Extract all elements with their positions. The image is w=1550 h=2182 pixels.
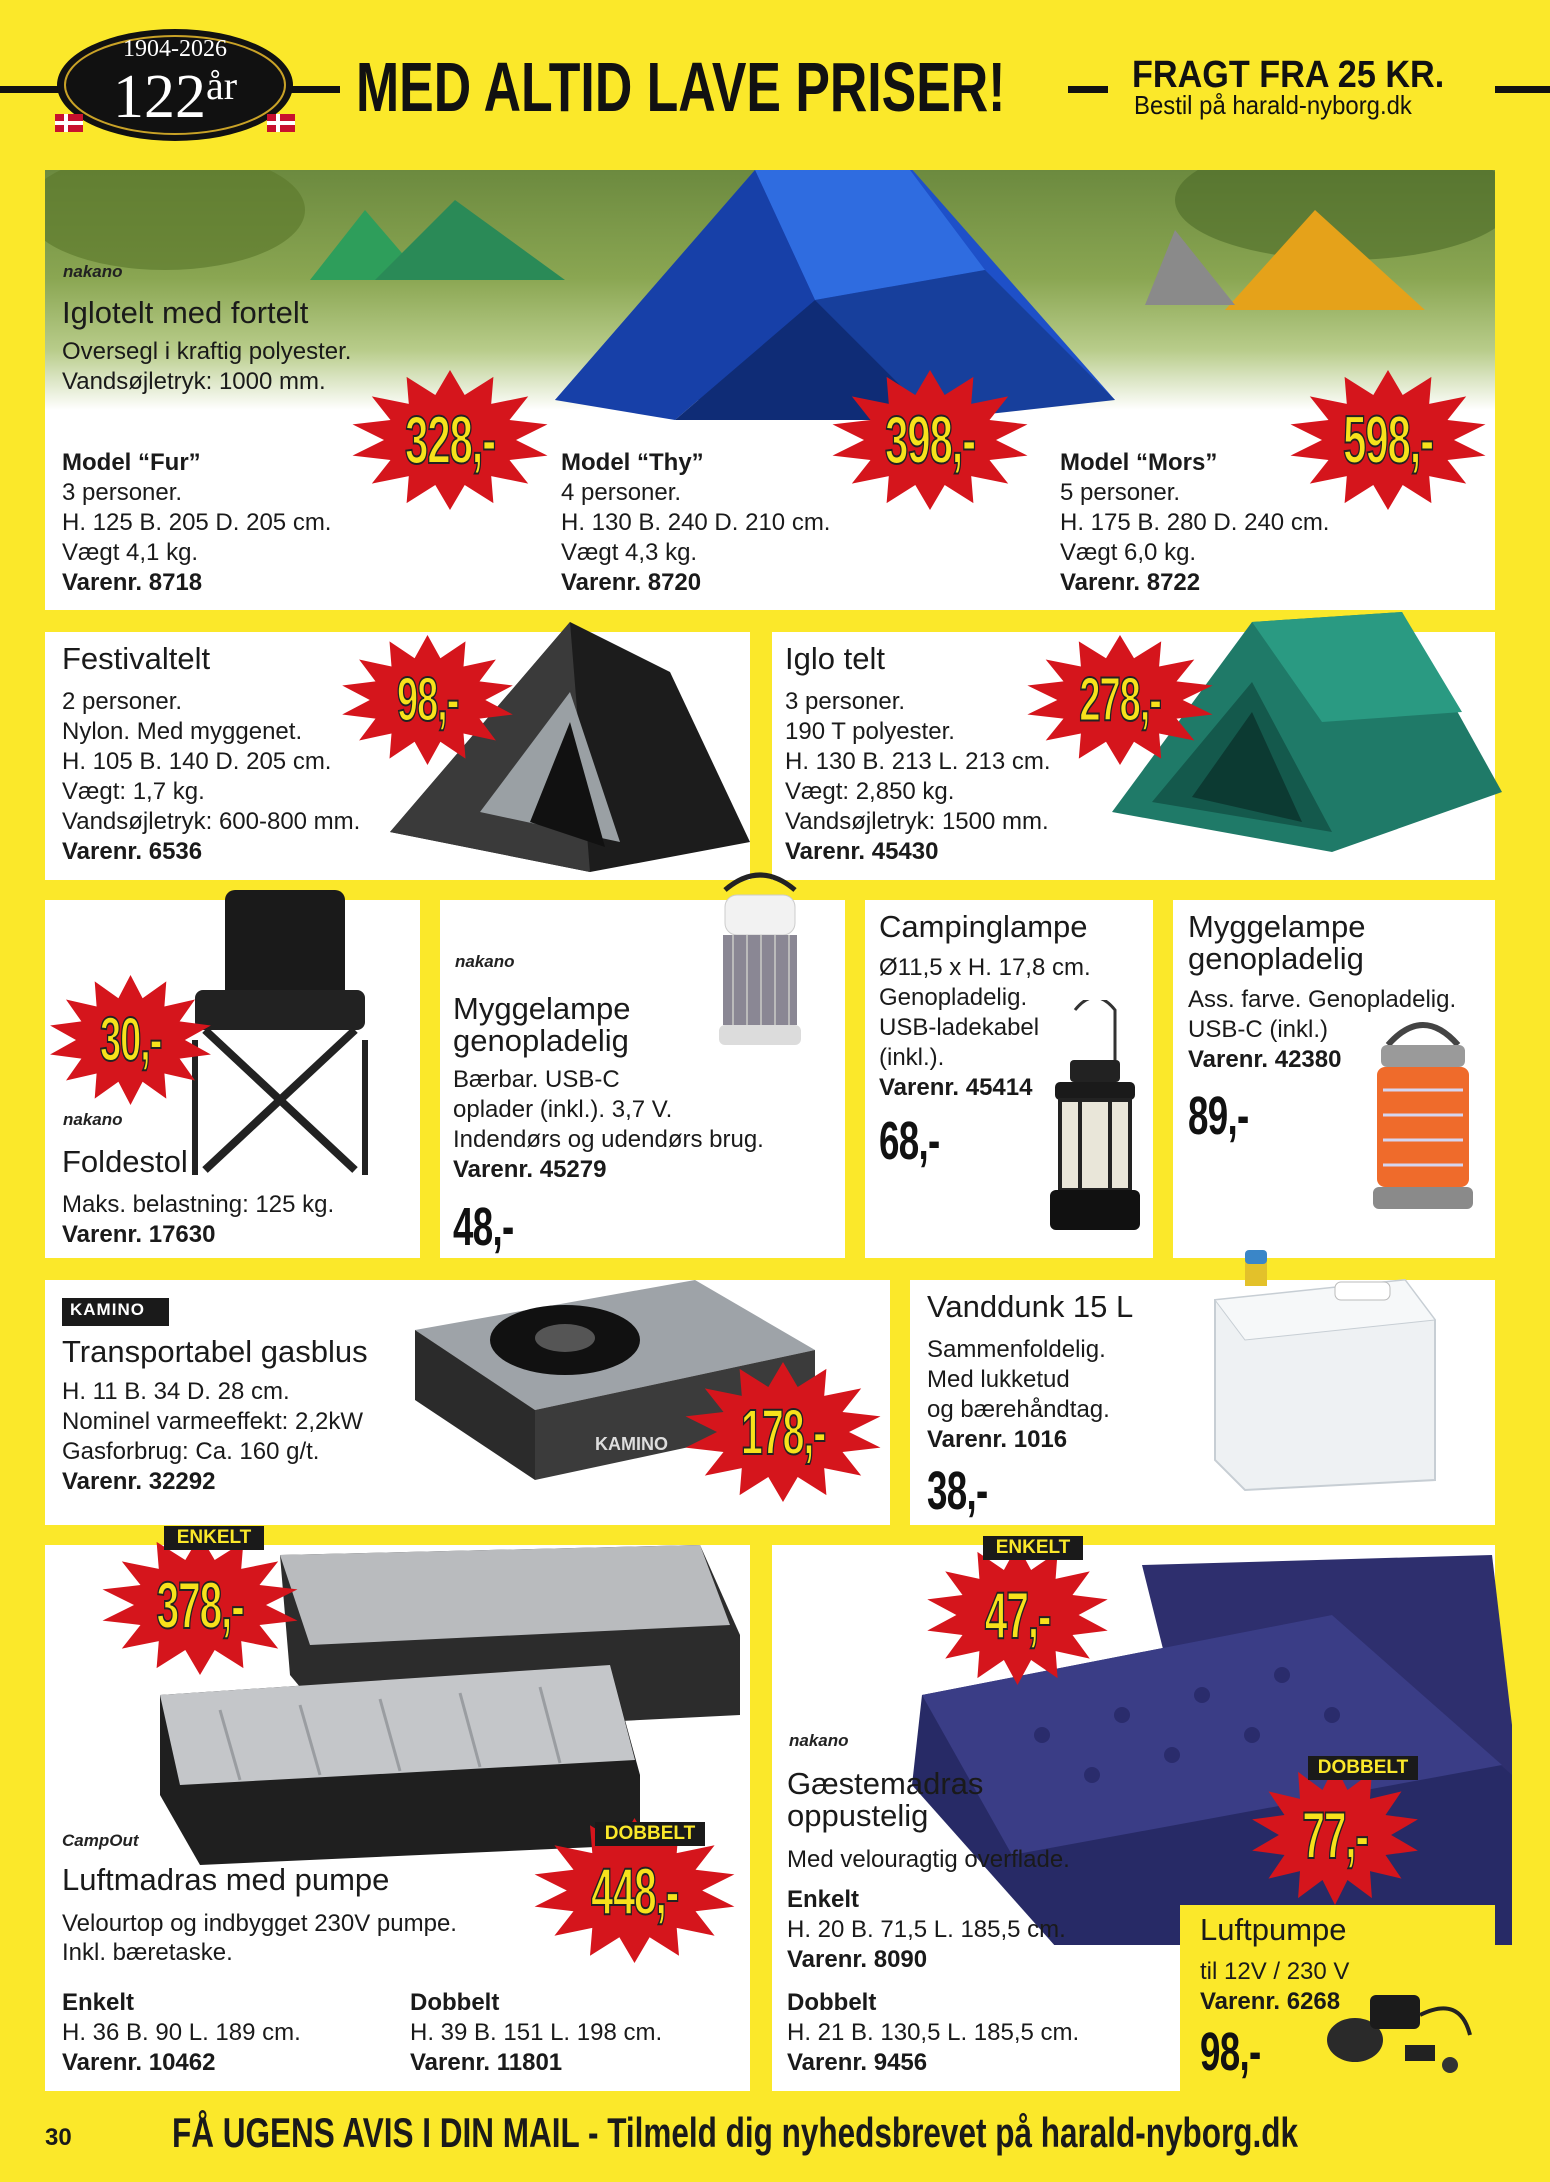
camping-lamp-panel (865, 900, 1153, 1258)
spec-line: H. 105 B. 140 D. 205 cm. (62, 748, 332, 775)
variant-label: Enkelt (62, 1989, 135, 2016)
spec-line: 190 T polyester. (785, 718, 955, 745)
model-persons: 4 personer. (561, 479, 682, 506)
water-title: Vanddunk 15 L (927, 1289, 1134, 1324)
lamp-price: 68,- (879, 1111, 940, 1171)
model-weight: Vægt 6,0 kg. (1060, 539, 1197, 566)
price-stove: 178,- (740, 1396, 826, 1468)
header-rule-mid (1068, 86, 1108, 93)
spec-line: Vandsøjletryk: 600-800 mm. (62, 808, 361, 835)
iglo-specs (785, 687, 1051, 867)
variant-dims: H. 36 B. 90 L. 189 cm. (62, 2019, 301, 2046)
model-name: Model “Mors” (1060, 449, 1218, 476)
spec-line: Vandsøjletryk: 1500 mm. (785, 808, 1049, 835)
tents-title: Iglotelt med fortelt (62, 295, 309, 330)
stove-product-logo: KAMINO (595, 1434, 668, 1454)
guestbed-title-2: oppustelig (787, 1798, 929, 1833)
price-airbed-single: 378,- (156, 1568, 244, 1642)
variant-sku: Varenr. 8090 (787, 1946, 928, 1973)
chair-sku: Varenr. 17630 (62, 1221, 216, 1248)
model-persons: 5 personer. (1060, 479, 1181, 506)
price-mors: 598,- (1343, 402, 1433, 478)
spec-line: H. 11 B. 34 D. 28 cm. (62, 1378, 290, 1405)
badge-number: 122 (112, 63, 206, 131)
spec-line: (inkl.). (879, 1044, 945, 1071)
price-burst-mors (1288, 370, 1488, 510)
price-guestbed-single: 47,- (984, 1578, 1051, 1652)
variant-label: Dobbelt (787, 1989, 877, 2016)
model-sku: Varenr. 8722 (1060, 569, 1201, 596)
lamp-title: Campinglampe (879, 909, 1088, 944)
mosquito-lamp-1-panel (440, 900, 845, 1258)
model-weight: Vægt 4,1 kg. (62, 539, 199, 566)
mosquito2-sku: Varenr. 42380 (1188, 1046, 1342, 1073)
variant-dims: H. 21 B. 130,5 L. 185,5 cm. (787, 2019, 1080, 2046)
spec-line: oplader (inkl.). 3,7 V. (453, 1096, 673, 1123)
spec-line: 2 personer. (62, 688, 183, 715)
badge-years: 1904-2026 (123, 36, 227, 62)
water-specs (927, 1335, 1110, 1455)
spec-line: Vægt: 1,7 kg. (62, 778, 205, 805)
variant-sku: Varenr. 9456 (787, 2049, 928, 2076)
mosquito1-title-2: genopladelig (453, 1023, 629, 1058)
water-price: 38,- (927, 1461, 988, 1521)
airbed-desc-1: Velourtop og indbygget 230V pumpe. (62, 1910, 457, 1937)
price-thy: 398,- (885, 402, 975, 478)
price-burst-thy (830, 370, 1030, 510)
airbed-dobbelt-tag: DOBBELT (595, 1822, 705, 1846)
tent-model-thy (561, 448, 830, 598)
mosquito1-brand-logo: nakano (455, 952, 515, 971)
price-guestbed-double: 77,- (1302, 1798, 1368, 1872)
price-burst-iglo (1025, 635, 1215, 765)
spec-line: USB-C (inkl.) (1188, 1016, 1329, 1043)
airbed-double-specs (410, 1988, 662, 2078)
guestbed-single-specs (787, 1885, 1066, 1975)
spec-line: Nylon. Med myggenet. (62, 718, 303, 745)
chair-brand-logo: nakano (63, 1110, 123, 1129)
airbed-title: Luftmadras med pumpe (62, 1862, 390, 1897)
lamp-sku: Varenr. 45414 (879, 1074, 1033, 1101)
price-fur: 328,- (405, 402, 495, 478)
variant-label: Enkelt (787, 1886, 860, 1913)
mosquito-lamp-2-panel (1173, 900, 1495, 1258)
spec-line: 3 personer. (785, 688, 906, 715)
airbed-desc-2: Inkl. bæretaske. (62, 1939, 233, 1966)
model-dims: H. 125 B. 205 D. 205 cm. (62, 509, 332, 536)
mosquito2-title-2: genopladelig (1188, 941, 1364, 976)
spec-line: Gasforbrug: Ca. 160 g/t. (62, 1438, 320, 1465)
pump-title: Luftpumpe (1200, 1912, 1347, 1947)
spec-line: Vægt: 2,850 kg. (785, 778, 955, 805)
spec-line: Sammenfoldelig. (927, 1336, 1106, 1363)
badge-suffix: år (205, 63, 238, 108)
price-festival: 98,- (396, 665, 459, 735)
stove-title: Transportabel gasblus (62, 1334, 368, 1369)
pump-price: 98,- (1200, 2022, 1261, 2082)
price-burst-festival (340, 635, 515, 765)
festival-title: Festivaltelt (62, 641, 211, 676)
tents-desc-2: Vandsøjletryk: 1000 mm. (62, 368, 326, 395)
model-name: Model “Fur” (62, 449, 201, 476)
chair-spec: Maks. belastning: 125 kg. (62, 1191, 335, 1218)
header-slogan: MED ALTID LAVE PRISER! (356, 48, 1006, 126)
price-burst-chair (48, 975, 213, 1105)
iglo-sku: Varenr. 45430 (785, 838, 939, 865)
airbed-single-specs (62, 1988, 301, 2078)
guestbed-brand-logo: nakano (789, 1731, 849, 1750)
variant-sku: Varenr. 10462 (62, 2049, 216, 2076)
mosquito1-sku: Varenr. 45279 (453, 1156, 607, 1183)
mosquito1-title-1: Myggelampe (453, 991, 631, 1026)
price-burst-airbed-single (100, 1535, 300, 1675)
model-name: Model “Thy” (561, 449, 704, 476)
guestbed-dobbelt-tag: DOBBELT (1308, 1756, 1418, 1780)
price-burst-stove (683, 1362, 883, 1502)
spec-line: USB-ladekabel (879, 1014, 1040, 1041)
mosquito-lamp-image (695, 865, 825, 1065)
model-dims: H. 175 B. 280 D. 240 cm. (1060, 509, 1330, 536)
mosquito1-price: 48,- (453, 1197, 514, 1257)
spec-line: Bærbar. USB-C (453, 1066, 620, 1093)
page-number: 30 (45, 2124, 72, 2151)
footer-text-2: - Tilmeld dig nyhedsbrevet på harald-nyborg.dk (579, 2109, 1299, 2156)
variant-sku: Varenr. 11801 (410, 2049, 563, 2076)
spec-line: Med lukketud (927, 1366, 1070, 1393)
mosquito2-title-1: Myggelampe (1188, 909, 1366, 944)
variant-label: Dobbelt (410, 1989, 500, 2016)
air-pump-panel (1180, 1905, 1495, 2091)
guestbed-enkelt-tag: ENKELT (983, 1536, 1083, 1560)
footer-text-1: FÅ UGENS AVIS I DIN MAIL (172, 2109, 580, 2156)
mosquito2-specs (1188, 985, 1456, 1075)
lamp-specs (879, 953, 1091, 1103)
mosquito1-specs (453, 1065, 764, 1185)
price-chair: 30,- (99, 1005, 162, 1075)
model-weight: Vægt 4,3 kg. (561, 539, 698, 566)
price-iglo: 278,- (1079, 665, 1161, 735)
water-can-image (1185, 1240, 1465, 1500)
spec-line: Nominel varmeeffekt: 2,2kW (62, 1408, 363, 1435)
footer-newsletter[interactable] (172, 2109, 1299, 2156)
header-rule-right (1495, 86, 1550, 93)
price-burst-guestbed-double (1250, 1765, 1420, 1905)
spec-line: Indendørs og udendørs brug. (453, 1126, 764, 1153)
price-burst-fur (350, 370, 550, 510)
air-pump-image (1310, 1975, 1480, 2085)
header-shipping: FRAGT FRA 25 KR. (1132, 54, 1445, 96)
stove-brand-logo (62, 1298, 169, 1326)
guestbed-desc: Med velouragtig overflade. (787, 1846, 1070, 1873)
guestbed-double-specs (787, 1988, 1079, 2078)
model-dims: H. 130 B. 240 D. 210 cm. (561, 509, 831, 536)
tents-brand-logo: nakano (63, 262, 123, 281)
pump-sku: Varenr. 6268 (1200, 1988, 1341, 2015)
variant-dims: H. 39 B. 151 L. 198 cm. (410, 2019, 663, 2046)
anniversary-badge (55, 26, 295, 144)
variant-dims: H. 20 B. 71,5 L. 185,5 cm. (787, 1916, 1066, 1943)
header-order-link[interactable]: Bestil på harald-nyborg.dk (1134, 90, 1412, 120)
spec-line: H. 130 B. 213 L. 213 cm. (785, 748, 1051, 775)
festival-specs (62, 687, 360, 867)
spec-line: og bærehåndtag. (927, 1396, 1110, 1423)
price-airbed-double: 448,- (590, 1853, 679, 1928)
airbed-brand-logo: CampOut (62, 1831, 139, 1850)
spec-line: Ø11,5 x H. 17,8 cm. (879, 954, 1091, 981)
iglo-title: Iglo telt (785, 641, 885, 676)
spec-line: Genopladelig. (879, 984, 1028, 1011)
tents-desc-1: Oversegl i kraftig polyester. (62, 338, 352, 365)
tents-panel (45, 170, 1495, 610)
mosquito2-price: 89,- (1188, 1086, 1249, 1146)
stove-specs (62, 1377, 363, 1497)
water-sku: Varenr. 1016 (927, 1426, 1068, 1453)
chair-title: Foldestol (62, 1144, 188, 1179)
pump-spec: til 12V / 230 V (1200, 1958, 1350, 1985)
price-burst-guestbed-single (925, 1545, 1110, 1685)
festival-sku: Varenr. 6536 (62, 838, 203, 865)
stove-brand-text: KAMINO (70, 1300, 145, 1319)
model-sku: Varenr. 8720 (561, 569, 702, 596)
tent-model-fur (62, 448, 331, 598)
spec-line: Ass. farve. Genopladelig. (1188, 986, 1457, 1013)
stove-sku: Varenr. 32292 (62, 1468, 216, 1495)
water-can-panel (910, 1280, 1495, 1525)
guestbed-title-1: Gæstemadras (787, 1766, 984, 1801)
model-sku: Varenr. 8718 (62, 569, 203, 596)
airbed-enkelt-tag: ENKELT (164, 1526, 264, 1550)
model-persons: 3 personer. (62, 479, 183, 506)
